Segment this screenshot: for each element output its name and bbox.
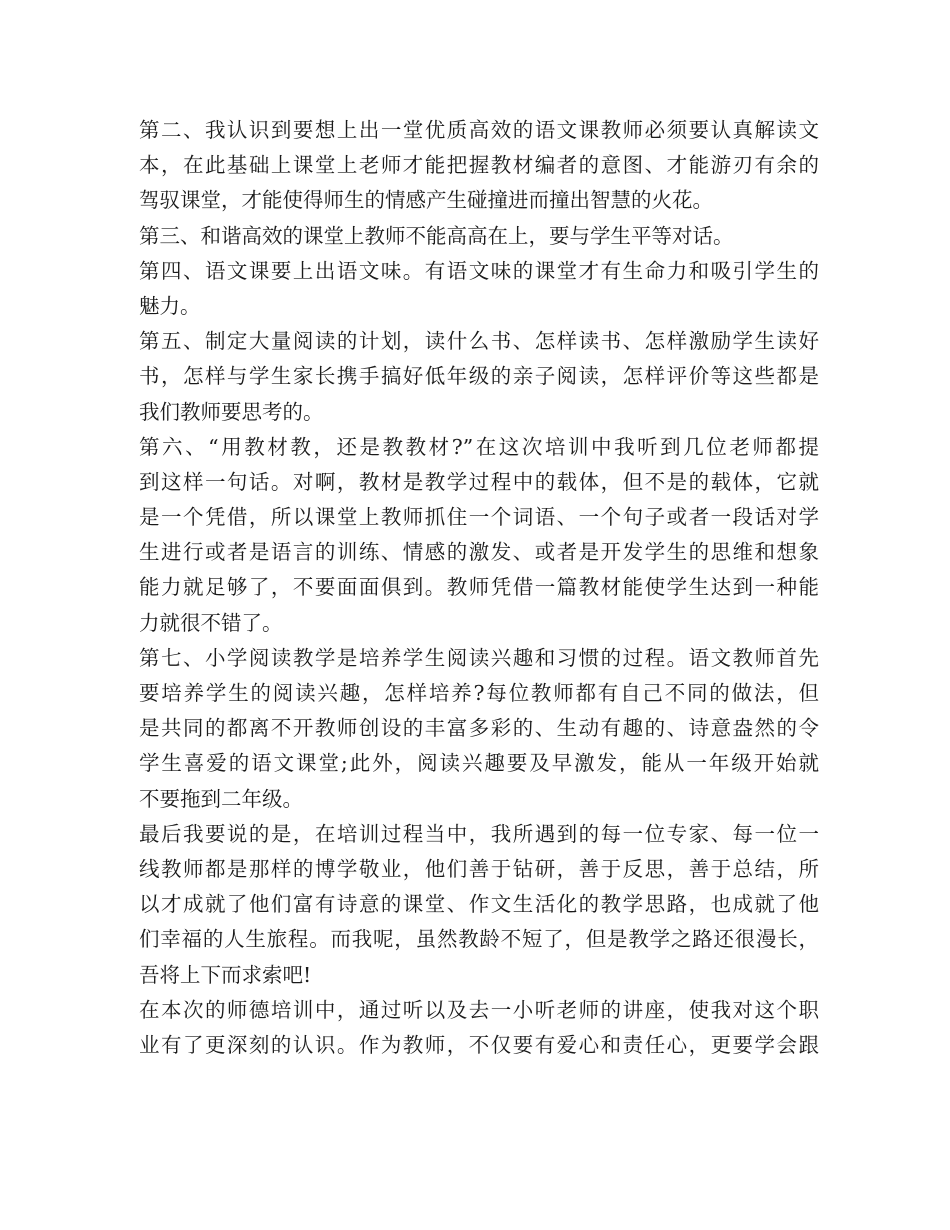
text-line: 力就很不错了。 (139, 610, 283, 635)
text-line: 们幸福的人生旅程。而我呢，虽然教龄不短了，但是教学之路还很漫长， (139, 927, 819, 952)
text-line: 到这样一句话。对啊，教材是教学过程中的载体，但不是的载体，它就 (139, 469, 819, 494)
text-line: 生进行或者是语言的训练、情感的激发、或者是开发学生的思维和想象 (139, 540, 819, 565)
text-line: 是共同的都离不开教师创设的丰富多彩的、生动有趣的、诗意盎然的令 (139, 716, 819, 741)
text-line: 在本次的师德培训中，通过听以及去一小听老师的讲座，使我对这个职 (139, 997, 819, 1022)
text-line: 学生喜爱的语文课堂;此外，阅读兴趣要及早激发，能从一年级开始就 (139, 751, 819, 776)
text-line: 能力就足够了，不要面面俱到。教师凭借一篇教材能使学生达到一种能 (139, 575, 819, 600)
text-line: 要培养学生的阅读兴趣，怎样培养?每位教师都有自己不同的做法，但 (139, 681, 819, 705)
text-line: 第三、和谐高效的课堂上教师不能高高在上，要与学生平等对话。 (139, 223, 734, 248)
text-line: 第六、“用教材教，还是教教材?”在这次培训中我听到几位老师都提 (139, 434, 819, 459)
text-line: 是一个凭借，所以课堂上教师抓住一个词语、一个句子或者一段话对学 (139, 505, 819, 530)
text-line: 书，怎样与学生家长携手搞好低年级的亲子阅读，怎样评价等这些都是 (139, 364, 819, 389)
text-line: 本，在此基础上课堂上老师才能把握教材编者的意图、才能游刃有余的 (139, 153, 819, 178)
text-line: 最后我要说的是，在培训过程当中，我所遇到的每一位专家、每一位一 (139, 821, 819, 846)
text-line: 第二、我认识到要想上出一堂优质高效的语文课教师必须要认真解读文 (139, 118, 819, 142)
text-line: 业有了更深刻的认识。作为教师，不仅要有爱心和责任心，更要学会跟 (139, 1032, 819, 1057)
text-line: 第四、语文课要上出语文味。有语文味的课堂才有生命力和吸引学生的 (139, 258, 819, 283)
text-line: 驾驭课堂，才能使得师生的情感产生碰撞进而撞出智慧的火花。 (139, 188, 713, 213)
text-line: 以才成就了他们富有诗意的课堂、作文生活化的教学思路，也成就了他 (139, 892, 819, 917)
text-line: 第七、小学阅读教学是培养学生阅读兴趣和习惯的过程。语文教师首先 (139, 645, 819, 670)
text-line: 不要拖到二年级。 (139, 786, 303, 811)
document-body (139, 113, 819, 1063)
text-line: 线教师都是那样的博学敬业，他们善于钻研，善于反思，善于总结，所 (139, 856, 819, 881)
text-line: 吾将上下而求索吧! (139, 962, 312, 987)
text-line: 第五、制定大量阅读的计划，读什么书、怎样读书、怎样激励学生读好 (139, 329, 819, 354)
text-line: 我们教师要思考的。 (139, 399, 324, 424)
text-line: 魅力。 (139, 293, 201, 318)
